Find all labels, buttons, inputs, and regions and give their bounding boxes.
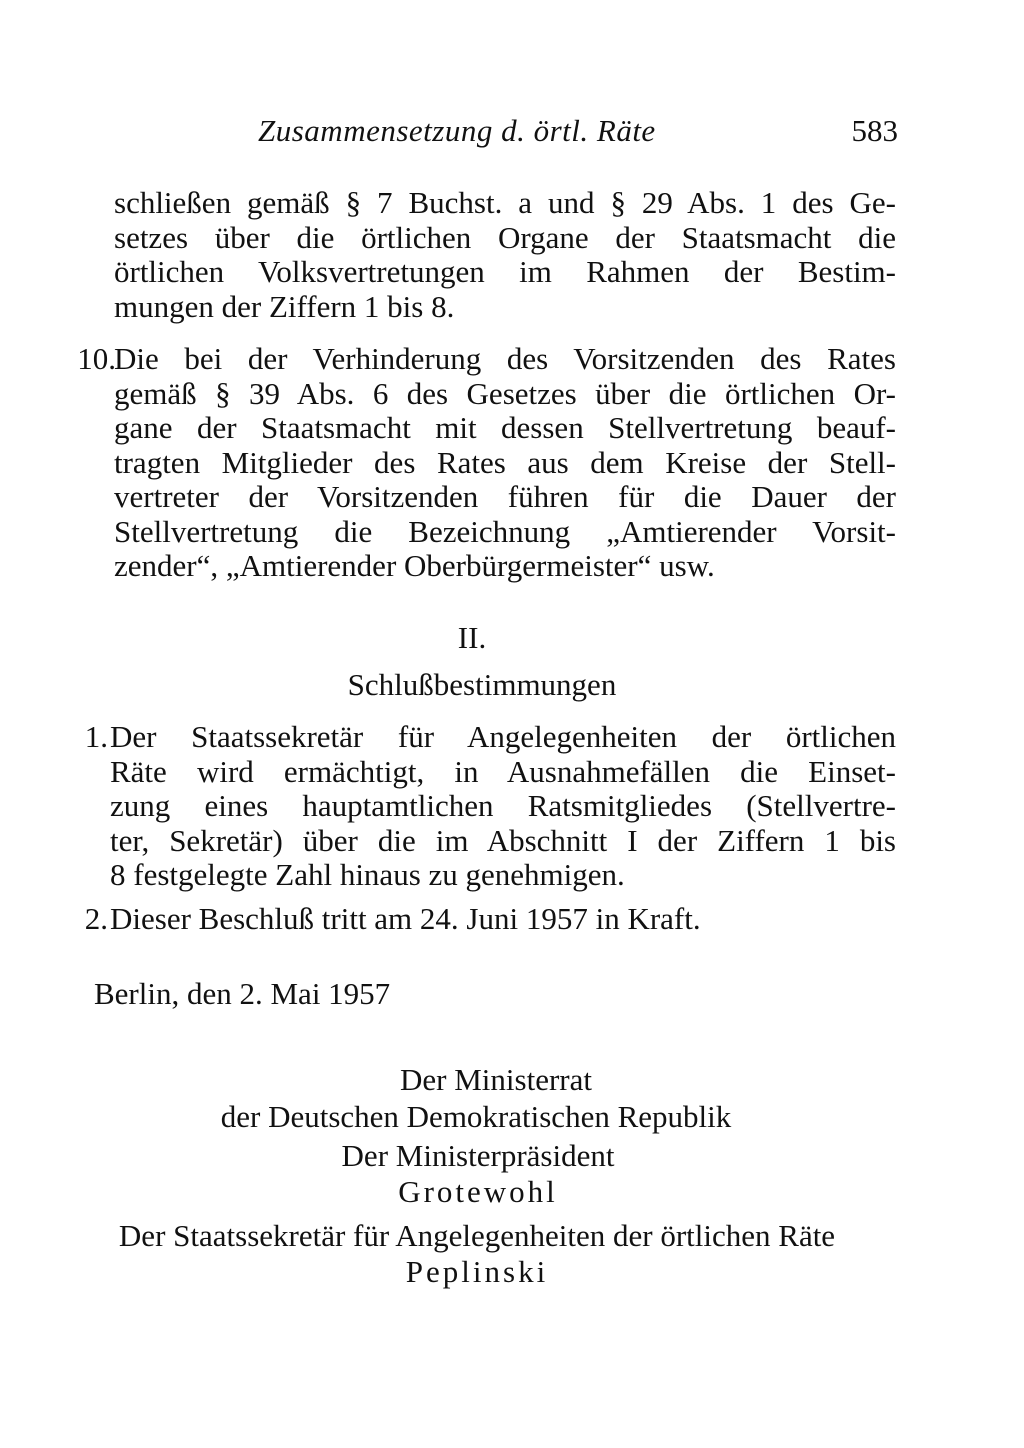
text-line: setzes über die örtlichen Organe der Staatsmacht die [114,219,896,255]
date-line: Berlin, den 2. Mai 1957 [94,976,391,1011]
signature-office: Der Ministerpräsident [341,1138,615,1173]
text-line: Räte wird ermächtigt, in Ausnahmefällen die Einset- [110,753,896,789]
running-title: Zusammensetzung d. örtl. Räte [258,113,656,148]
text-line: Stellvertretung die Bezeichnung „Amtierender Vorsit- [114,513,896,549]
text-line: ter, Sekretär) über die im Abschnitt I der Ziffern 1 bis [110,822,896,858]
text-line: 8 festgelegte Zahl hinaus zu genehmigen. [110,857,625,892]
signature-office-2: Der Staatssekretär für Angelegenheiten der örtlichen Räte [118,1218,836,1253]
text-line: schließen gemäß § 7 Buchst. a und § 29 Abs. 1 des Ge- [114,185,896,220]
signature-country: der Deutschen Demokratischen Republik [220,1099,732,1134]
item-number: 10. [77,341,116,376]
text-line: Dieser Beschluß tritt am 24. Juni 1957 in Kraft. [110,901,701,936]
signature-name: Grotewohl [398,1174,558,1209]
item-number: 1. [84,719,108,754]
text-line: mungen der Ziffern 1 bis 8. [114,288,455,324]
running-header [118,113,898,157]
signature-name-2: Peplinski [405,1254,549,1289]
section-numeral: II. [457,620,487,655]
text-line: gemäß § 39 Abs. 6 des Gesetzes über die örtlichen Or- [114,375,896,411]
text-line: tragten Mitglieder des Rates aus dem Kreise der Stell- [114,444,896,480]
text-line: zung eines hauptamtlichen Ratsmitgliedes (Stellvertre- [110,788,896,823]
intro-paragraph [114,186,896,324]
text-line: örtlichen Volksvertretungen im Rahmen der Bestim- [114,254,896,289]
item-text [114,342,896,584]
text-line: Der Staatssekretär für Angelegenheiten der örtlichen [110,719,896,754]
text-line: gane der Staatsmacht mit dessen Stellvertretung beauf- [114,410,896,445]
item-number: 2. [84,901,108,936]
signature-body: Der Ministerrat [400,1062,592,1097]
text-line: zender“, „Amtierender Oberbürgermeister“ usw. [114,548,715,583]
item-text [110,720,896,893]
text-line: vertreter der Vorsitzenden führen für die Dauer der [114,479,896,514]
item-text [110,902,896,937]
page-number: 583 [851,113,898,148]
text-line: Die bei der Verhinderung des Vorsitzenden des Rates [114,341,896,376]
section-title: Schlußbestimmungen [347,667,617,702]
